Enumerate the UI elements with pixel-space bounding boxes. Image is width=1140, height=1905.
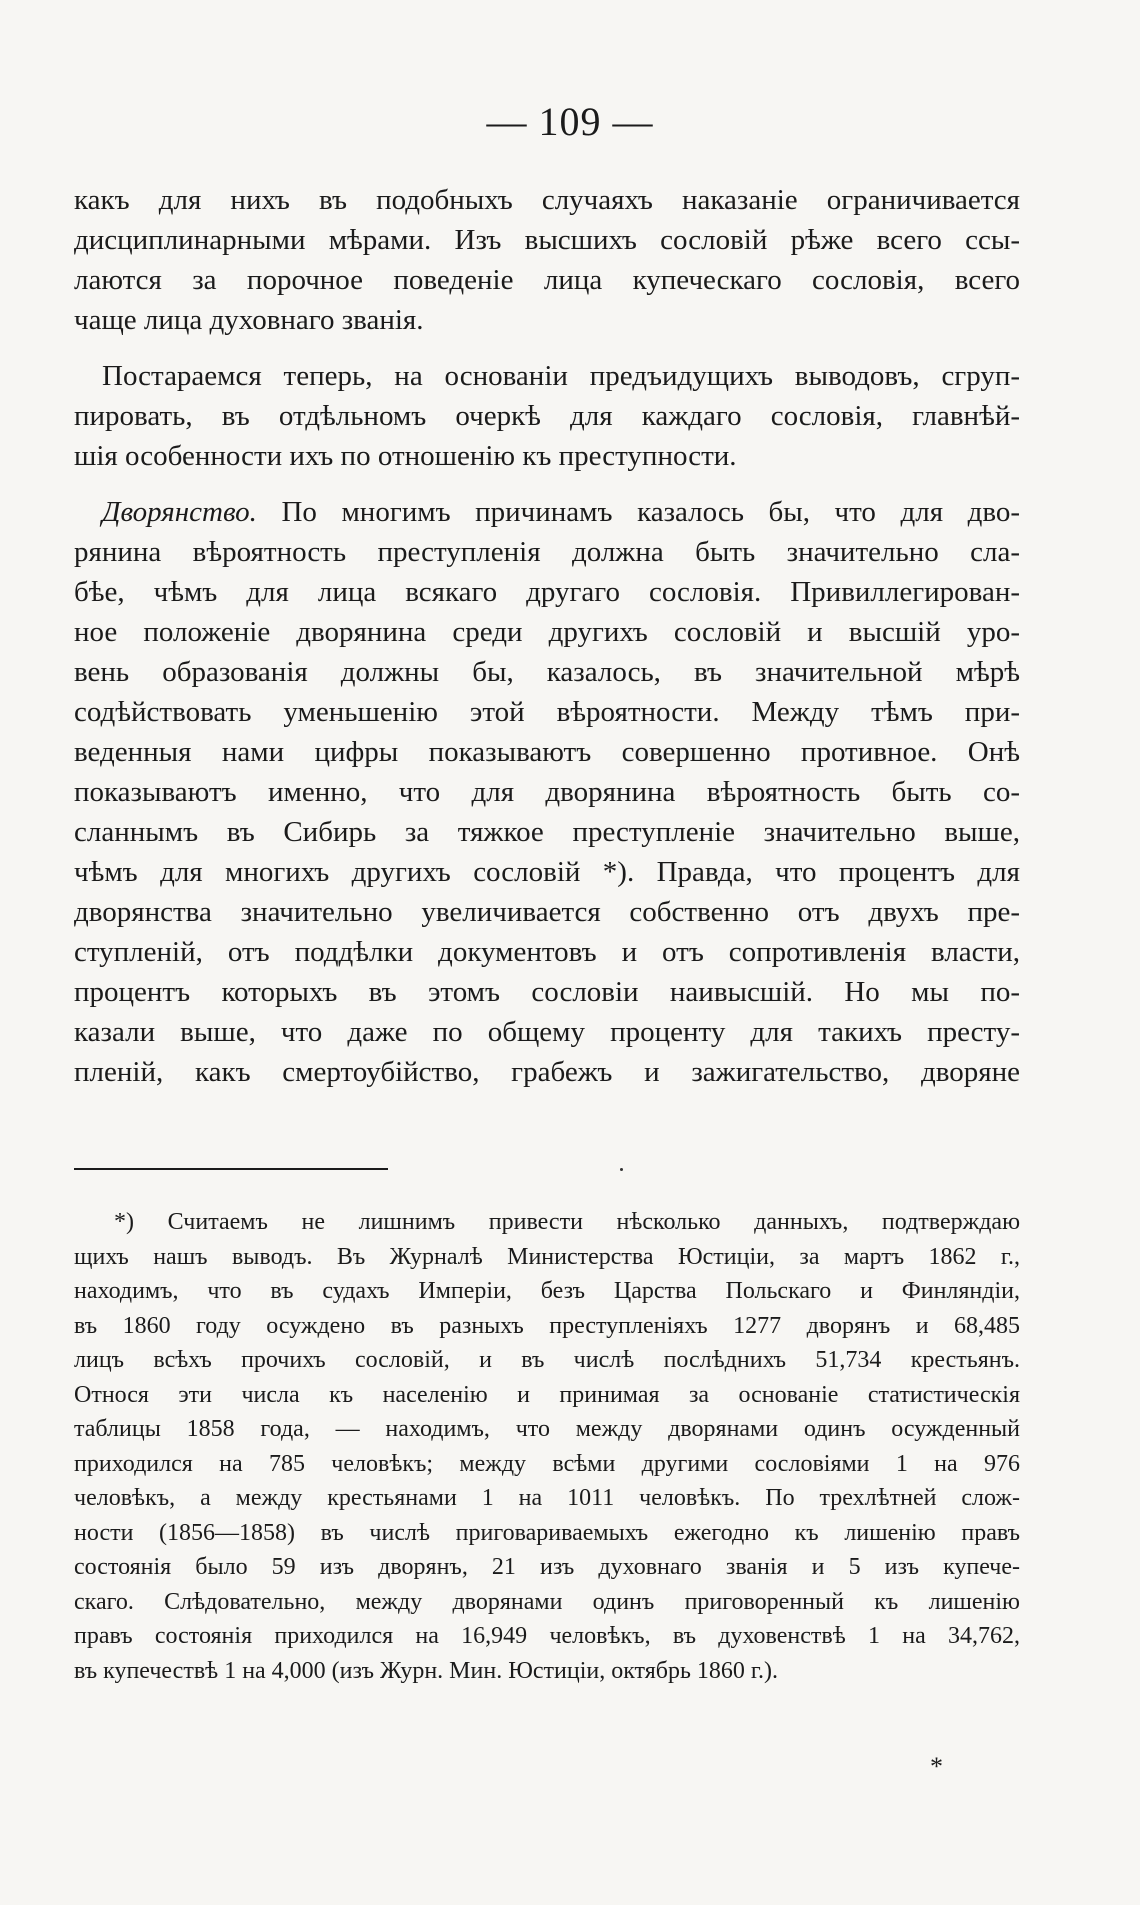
footnote-line: *) Считаемъ не лишнимъ привести нѣсколько данныхъ, подтверждаю bbox=[114, 1209, 1020, 1235]
footnote-end-mark: * bbox=[930, 1752, 943, 1781]
text-line: пленій, какъ смертоубійство, грабежъ и зажигательство, дворяне bbox=[74, 1056, 1020, 1088]
footnote-line: лицъ всѣхъ прочихъ сословій, и въ числѣ послѣднихъ 51,734 крестьянъ. bbox=[74, 1347, 1020, 1373]
text-line: содѣйствовать уменьшенію этой вѣроятности. Между тѣмъ при- bbox=[74, 696, 1020, 728]
footnote-line: приходился на 785 человѣкъ; между всѣми другими сословіями 1 на 976 bbox=[74, 1450, 1020, 1477]
text-line: веденныя нами цифры показываютъ совершенно противное. Онѣ bbox=[74, 736, 1020, 768]
text-line: вень образованія должны бы, казалось, въ значительной мѣрѣ bbox=[74, 656, 1020, 688]
footnote-line: состоянія было 59 изъ дворянъ, 21 изъ духовнаго званія и 5 изъ купече- bbox=[74, 1554, 1020, 1580]
text-line-with-heading bbox=[74, 492, 1020, 532]
footnote-line: правъ состоянія приходился на 16,949 человѣкъ, въ духовенствѣ 1 на 34,762, bbox=[74, 1623, 1020, 1649]
footnote-line: скаго. Слѣдовательно, между дворянами одинъ приговоренный къ лишенію bbox=[74, 1588, 1020, 1615]
text-line: казали выше, что даже по общему проценту для такихъ престу- bbox=[74, 1016, 1020, 1048]
footnote-line: человѣкъ, а между крестьянами 1 на 1011 человѣкъ. По трехлѣтней слож- bbox=[74, 1485, 1020, 1511]
footnote-line: Относя эти числа къ населенію и принимая за основаніе статистическія bbox=[74, 1381, 1020, 1408]
footnote-line: въ купечествѣ 1 на 4,000 (изъ Журн. Мин. Юстиціи, октябрь 1860 г.). bbox=[74, 1657, 779, 1684]
footnote-line: таблицы 1858 года, — находимъ, что между дворянами одинъ осужденный bbox=[74, 1416, 1020, 1442]
text-line-rest: По многимъ причинамъ казалось бы, что для дво- bbox=[281, 496, 1020, 528]
print-speck bbox=[620, 1168, 623, 1171]
text-line: процентъ которыхъ въ этомъ сословіи наивысшій. Но мы по- bbox=[74, 976, 1020, 1008]
paragraph-3 bbox=[74, 492, 1020, 1092]
text-line: пировать, въ отдѣльномъ очеркѣ для каждаго сословія, главнѣй- bbox=[74, 400, 1020, 432]
footnote bbox=[74, 1205, 1020, 1688]
text-line: какъ для нихъ въ подобныхъ случаяхъ наказаніе ограничивается bbox=[74, 184, 1020, 216]
text-line: чѣмъ для многихъ другихъ сословій *). Правда, что процентъ для bbox=[74, 856, 1020, 888]
paragraph-1 bbox=[74, 180, 1020, 340]
text-line: показываютъ именно, что для дворянина вѣроятность быть со- bbox=[74, 776, 1020, 808]
text-line: бѣе, чѣмъ для лица всякаго другаго сословія. Привиллегирован- bbox=[74, 576, 1020, 608]
text-line: Постараемся теперь, на основаніи предъидущихъ выводовъ, сгруп- bbox=[102, 360, 1020, 392]
footnote-line: ности (1856—1858) въ числѣ приговариваемыхъ ежегодно къ лишенію правъ bbox=[74, 1519, 1020, 1546]
footnote-divider bbox=[74, 1168, 388, 1170]
footnote-line: находимъ, что въ судахъ Имперіи, безъ Царства Польскаго и Финляндіи, bbox=[74, 1278, 1020, 1304]
text-line: шія особенности ихъ по отношенію къ преступности. bbox=[74, 440, 737, 472]
paragraph-2 bbox=[74, 356, 1020, 476]
text-line: рянина вѣроятность преступленія должна быть значительно сла- bbox=[74, 536, 1020, 568]
text-line: лаются за порочное поведеніе лица купеческаго сословія, всего bbox=[74, 264, 1020, 296]
text-line: сланнымъ въ Сибирь за тяжкое преступленіе значительно выше, bbox=[74, 816, 1020, 848]
footnote-line: щихъ нашъ выводъ. Въ Журналѣ Министерства Юстиціи, за мартъ 1862 г., bbox=[74, 1243, 1020, 1270]
text-line: чаще лица духовнаго званія. bbox=[74, 304, 424, 336]
footnote-line: въ 1860 году осуждено въ разныхъ преступленіяхъ 1277 дворянъ и 68,485 bbox=[74, 1312, 1020, 1339]
text-line: ное положеніе дворянина среди другихъ сословій и высшій уро- bbox=[74, 616, 1020, 648]
section-heading-dvoryanstvo: Дворянство. bbox=[102, 496, 257, 528]
page-number: — 109 — bbox=[486, 99, 654, 144]
text-line: дворянства значительно увеличивается собственно отъ двухъ пре- bbox=[74, 896, 1020, 928]
text-line: ступленій, отъ поддѣлки документовъ и отъ сопротивленія власти, bbox=[74, 936, 1020, 968]
text-line: дисциплинарными мѣрами. Изъ высшихъ сословій рѣже всего ссы- bbox=[74, 224, 1020, 256]
main-text bbox=[74, 180, 1020, 1108]
